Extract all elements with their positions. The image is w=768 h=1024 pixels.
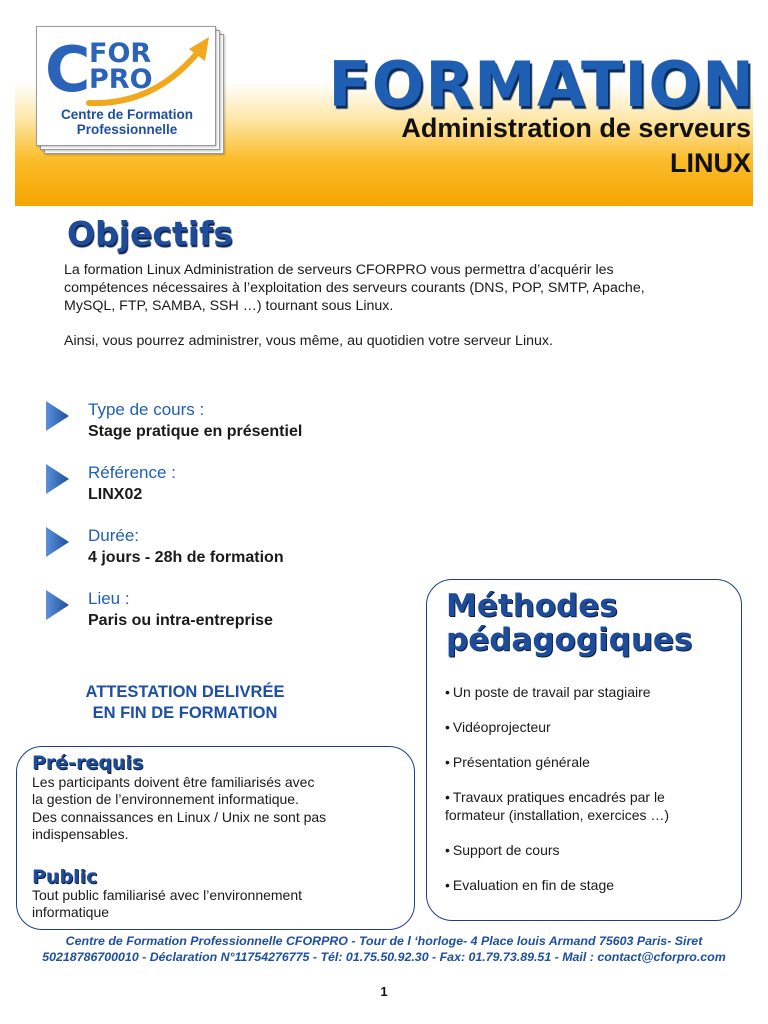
methodes-heading-line1: Méthodes [446, 588, 618, 624]
methodes-item [445, 842, 729, 860]
bullet-icon: • [445, 719, 450, 735]
objectifs-line: La formation Linux Administration de serveurs CFORPRO vous permettra d’acquérir les [64, 262, 614, 278]
arrow-right-icon [44, 526, 70, 558]
logo-caption [37, 107, 217, 137]
info-reference [44, 463, 384, 509]
info-label: Référence : [88, 463, 176, 482]
bullet-icon: • [445, 877, 450, 893]
info-value: 4 jours - 28h de formation [88, 549, 284, 566]
info-label: Durée: [88, 526, 140, 545]
objectifs-paragraph [64, 261, 724, 315]
info-lieu [44, 589, 384, 635]
page-number: 1 [380, 984, 388, 999]
methodes-item [445, 684, 729, 702]
public-line: Tout public familiarisé avec l’environnement [32, 887, 303, 903]
footer-line: 50218786700010 - Déclaration N°11754276775 - Tél: 01.75.50.92.30 - Fax: 01.79.73.89.51 - Mail : contact@cforpro.com [42, 950, 726, 964]
public-line: informatique [32, 904, 110, 921]
logo-caption-line1: Centre de Formation [60, 107, 193, 122]
methodes-heading [446, 589, 692, 657]
methodes-item-text: Support de cours [452, 842, 560, 858]
attestation-note [40, 682, 330, 724]
info-value: Paris ou intra-entreprise [88, 612, 273, 629]
objectifs-line: MySQL, FTP, SAMBA, SSH …) tournant sous Linux. [64, 298, 394, 314]
prerequis-text [32, 774, 402, 844]
attestation-line: EN FIN DE FORMATION [92, 704, 278, 722]
methodes-item [445, 789, 729, 824]
logo-letter-c: C [45, 33, 91, 106]
public-heading: Public [32, 866, 98, 888]
info-type-de-cours [44, 400, 384, 446]
footer-contact [20, 933, 748, 965]
arrow-right-icon [44, 400, 70, 432]
objectifs-line: compétences nécessaires à l’exploitation des serveurs courants (DNS, POP, SMTP, Apache, [64, 280, 645, 296]
methodes-item-text: Présentation générale [452, 754, 590, 770]
cforpro-logo [36, 26, 222, 152]
methodes-item-text: Evaluation en fin de stage [452, 877, 615, 893]
logo-caption-line2: Professionnelle [76, 122, 178, 137]
methodes-item-text: Un poste de travail par stagiaire [452, 684, 651, 700]
info-label: Lieu : [88, 589, 130, 608]
logo-mark-icon [43, 33, 211, 109]
course-subtitle: Administration de serveurs [401, 113, 751, 143]
info-duree [44, 526, 384, 572]
formation-title: FORMATION [328, 48, 755, 121]
logo-sheet-front [36, 26, 216, 146]
arrow-right-icon [44, 589, 70, 621]
methodes-item-text: formateur (installation, exercices …) [445, 806, 670, 823]
prerequis-heading: Pré-requis [32, 752, 144, 774]
logo-word-pro: PRO [89, 64, 153, 95]
methodes-heading-line2: pédagogiques [446, 622, 693, 658]
arrow-right-icon [44, 463, 70, 495]
bullet-icon: • [445, 789, 450, 805]
prerequis-line: la gestion de l’environnement informatique. [32, 791, 299, 808]
attestation-line: ATTESTATION DELIVRÉE [85, 683, 285, 701]
bullet-icon: • [445, 842, 450, 858]
objectifs-heading: Objectifs [67, 214, 234, 253]
info-value: Stage pratique en présentiel [88, 423, 303, 440]
logo-word-for: FOR [89, 38, 152, 69]
public-text [32, 887, 402, 922]
methodes-item [445, 754, 729, 772]
course-subtitle-linux: LINUX [670, 148, 751, 178]
footer-line: Centre de Formation Professionnelle CFORPRO - Tour de l ‘horloge- 4 Place louis Armand 75603 Paris- Siret [65, 934, 703, 948]
methodes-item-text: Vidéoprojecteur [452, 719, 551, 735]
methodes-item [445, 877, 729, 895]
info-value: LINX02 [88, 486, 143, 503]
info-label: Type de cours : [88, 400, 205, 419]
prerequis-line: Des connaissances en Linux / Unix ne sont pas [32, 808, 327, 825]
methodes-item-text: Travaux pratiques encadrés par le [452, 789, 665, 805]
bullet-icon: • [445, 754, 450, 770]
prerequis-line: Les participants doivent être familiarisés avec [32, 774, 315, 790]
bullet-icon: • [445, 684, 450, 700]
methodes-item [445, 719, 729, 737]
objectifs-paragraph-2: Ainsi, vous pourrez administrer, vous même, au quotidien votre serveur Linux. [64, 333, 553, 349]
prerequis-line: indispensables. [32, 826, 129, 843]
